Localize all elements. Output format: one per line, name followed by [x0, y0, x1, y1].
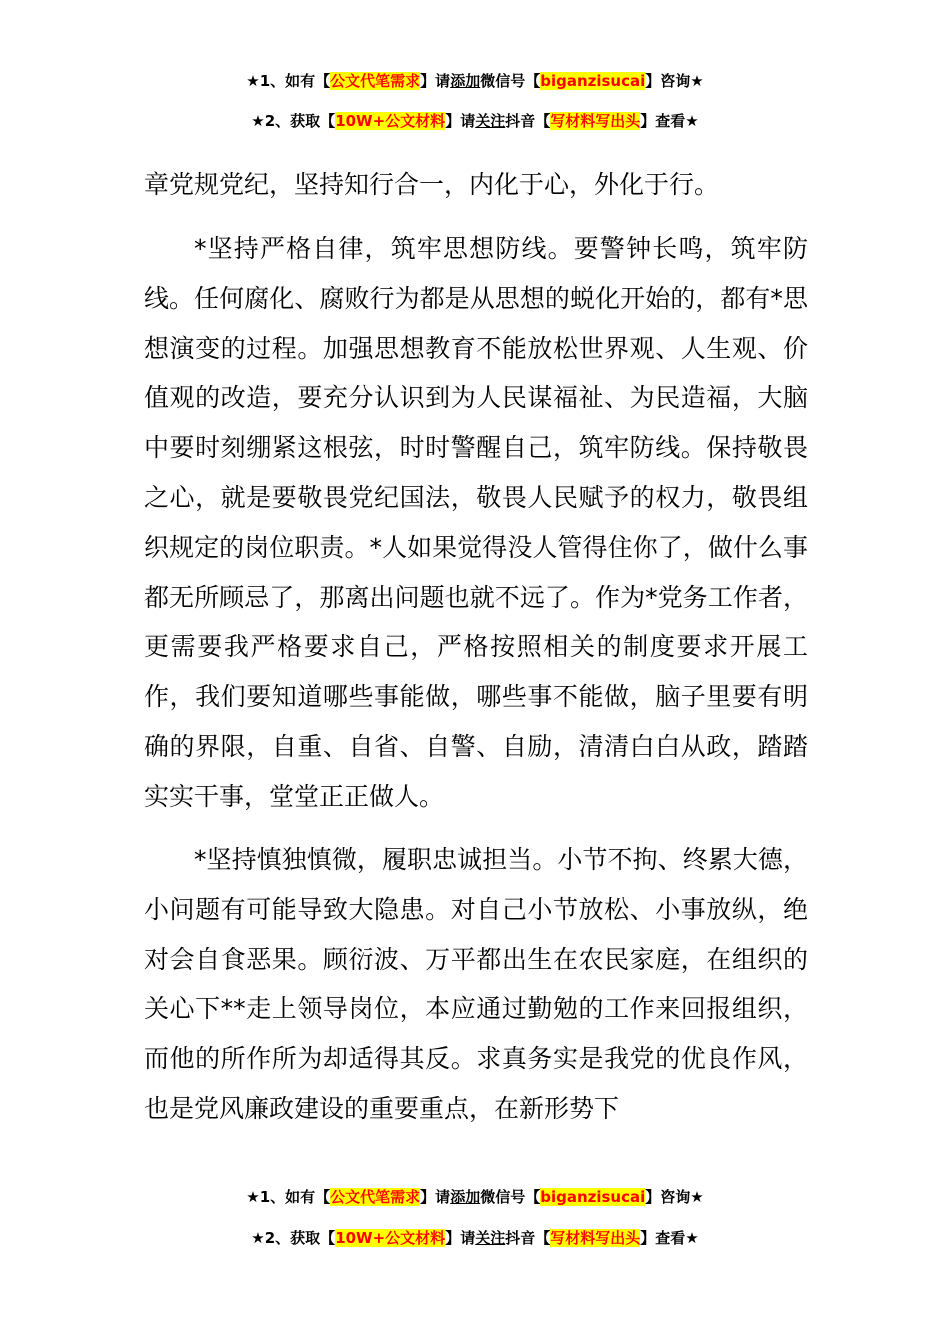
- ad-suffix: 】查看★: [640, 112, 699, 130]
- body-paragraph-1: [144, 160, 808, 210]
- ad-highlight: 10W+公文材料: [335, 1229, 446, 1247]
- body-paragraph-3: [144, 835, 808, 1134]
- ad-underlined: 关注: [475, 1229, 506, 1247]
- ad-prefix: ★2、获取【: [251, 1229, 336, 1247]
- ad-highlight: biganzisucai: [540, 1188, 646, 1206]
- ad-suffix: 】查看★: [640, 1229, 699, 1247]
- ad-prefix: ★1、如有【: [246, 72, 331, 90]
- ad-highlight: biganzisucai: [540, 72, 646, 90]
- ad-underlined: 关注: [475, 112, 506, 130]
- header-ad-line-2: [0, 110, 950, 132]
- body-paragraph-2: [144, 224, 808, 822]
- ad-middle: 抖音【: [505, 112, 551, 130]
- ad-middle: 微信号【: [480, 72, 541, 90]
- ad-prefix: ★2、获取【: [251, 112, 336, 130]
- footer-ad-line-2: [0, 1227, 950, 1249]
- footer-ad-line-1: [0, 1186, 950, 1208]
- ad-highlight: 公文代笔需求: [330, 72, 421, 90]
- ad-underlined: 添加: [450, 1188, 481, 1206]
- ad-underlined: 添加: [450, 72, 481, 90]
- header-ad-line-1: [0, 70, 950, 92]
- paragraph-text: *坚持慎独慎微，履职忠诚担当。小节不拘、终累大德，小问题有可能导致大隐患。对自己小节放松、小事放纵，绝对会自食恶果。顾衍波、万平都出生在农民家庭，在组织的关心下**走上领导岗位，本应通过勤勉的工作来回报组织，而他的所作所为却适得其反。求真务实是我党的优良作风，也是党风廉政建设的重要重点，在新形势下: [144, 845, 808, 1123]
- ad-middle: 】请: [420, 72, 451, 90]
- paragraph-text: 章党规党纪，坚持知行合一，内化于心，外化于行。: [144, 170, 720, 199]
- ad-middle: 】请: [420, 1188, 451, 1206]
- ad-middle: 】请: [445, 112, 476, 130]
- ad-suffix: 】咨询★: [645, 72, 704, 90]
- ad-highlight: 写材料写出头: [550, 112, 641, 130]
- ad-highlight: 10W+公文材料: [335, 112, 446, 130]
- ad-middle: 】请: [445, 1229, 476, 1247]
- ad-prefix: ★1、如有【: [246, 1188, 331, 1206]
- ad-middle: 抖音【: [505, 1229, 551, 1247]
- paragraph-text: *坚持严格自律，筑牢思想防线。要警钟长鸣，筑牢防线。任何腐化、腐败行为都是从思想的蜕化开始的，都有*思想演变的过程。加强思想教育不能放松世界观、人生观、价值观的改造，要充分认识到为人民谋福祉、为民造福，大脑中要时刻绷紧这根弦，时时警醒自己，筑牢防线。保持敬畏之心，就是要敬畏党纪国法，敬畏人民赋予的权力，敬畏组织规定的岗位职责。*人如果觉得没人管得住你了，做什么事都无所顾忌了，那离出问题也就不远了。作为*党务工作者，更需要我严格要求自己，严格按照相关的制度要求开展工作，我们要知道哪些事能做，哪些事不能做，脑子里要有明确的界限，自重、自省、自警、自励，清清白白从政，踏踏实实干事，堂堂正正做人。: [144, 234, 808, 811]
- ad-middle: 微信号【: [480, 1188, 541, 1206]
- ad-highlight: 写材料写出头: [550, 1229, 641, 1247]
- ad-suffix: 】咨询★: [645, 1188, 704, 1206]
- ad-highlight: 公文代笔需求: [330, 1188, 421, 1206]
